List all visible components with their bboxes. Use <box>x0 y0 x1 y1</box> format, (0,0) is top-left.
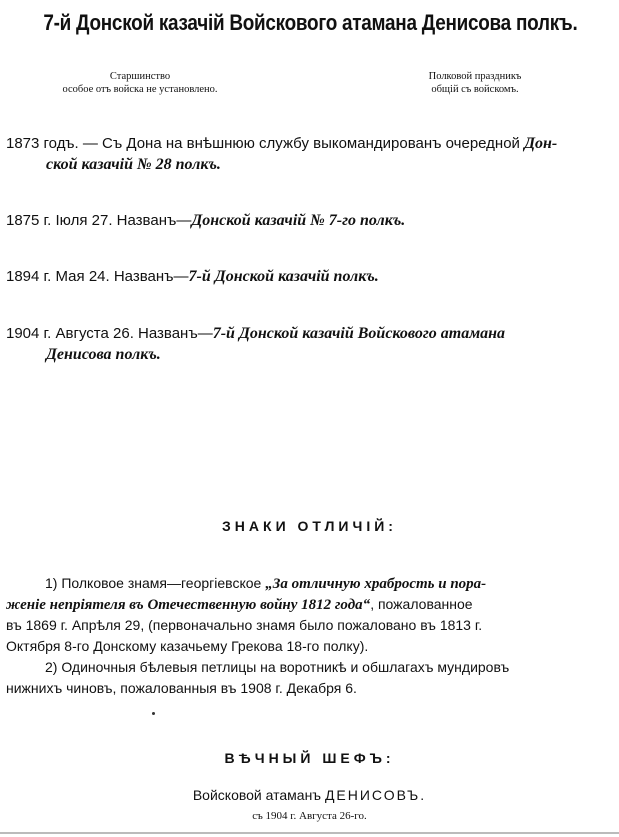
chief-heading: ВѢЧНЫЙ ШЕФЪ: <box>224 750 395 766</box>
entry-year: 1875 <box>6 212 40 229</box>
entry-year: 1894 <box>6 268 40 285</box>
distinction-item-1-line3: въ 1869 г. Апрѣля 29, (первоначально знамя было пожаловано въ 1813 г. <box>6 617 483 633</box>
chief-name: ДЕНИСОВЪ. <box>324 787 427 803</box>
history-entry-1873-cont <box>46 154 221 175</box>
entry-unit-name: 7-й Донской казачій полкъ. <box>188 268 379 285</box>
chief-name-line <box>0 787 619 803</box>
chief-since: съ 1904 г. Августа 26-го. <box>252 810 367 822</box>
entry-text: г. Мая 24. Названъ— <box>39 268 189 285</box>
entry-text: г. Августа 26. Названъ— <box>39 325 213 342</box>
history-entry-1894 <box>6 266 379 287</box>
entry-unit-name: Дон- <box>524 135 558 152</box>
entry-text: годъ. — Съ Дона на внѣшнюю службу выкомандированъ очередной <box>39 135 525 152</box>
history-entry-1875 <box>6 210 405 231</box>
holiday-value: общій съ войскомъ. <box>431 84 519 95</box>
distinction-item-1 <box>45 573 486 595</box>
entry-text: г. Іюля 27. Названъ— <box>39 212 192 229</box>
banner-inscription: женіе непріятеля въ Отечественную войну 1812 года“ <box>6 597 371 613</box>
distinction-item-1-line2 <box>6 594 473 616</box>
seniority-value: особое отъ войска не установлено. <box>62 84 218 95</box>
history-entry-1873 <box>6 133 557 154</box>
distinction-text: 1) Полковое знамя—георгіевское <box>45 575 266 591</box>
distinction-item-2-line2: нижнихъ чиновъ, пожалованныя въ 1908 г. Декабря 6. <box>6 680 357 696</box>
entry-year: 1904 <box>6 325 40 342</box>
entry-year: 1873 <box>6 135 40 152</box>
seniority-note <box>40 70 240 96</box>
entry-unit-name: ской казачій № 28 полкъ. <box>46 156 221 173</box>
holiday-label: Полковой праздникъ <box>428 71 522 82</box>
chief-title: Войсковой атаманъ <box>192 787 325 803</box>
distinction-text: , пожалованное <box>370 596 473 612</box>
holiday-note <box>385 70 565 96</box>
history-entry-1904 <box>6 323 505 344</box>
entry-unit-name: Донской казачій № 7-го полкъ. <box>191 212 406 229</box>
history-entry-1904-cont <box>46 344 161 365</box>
distinctions-heading: ЗНАКИ ОТЛИЧІЙ: <box>222 518 397 534</box>
distinction-item-2: 2) Одиночныя бѣлевыя петлицы на воротникѣ и обшлагахъ мундировъ <box>45 659 510 675</box>
seniority-label: Старшинство <box>109 71 171 82</box>
entry-unit-name: Денисова полкъ. <box>46 346 161 363</box>
banner-inscription: „За отличную храбрость и пора- <box>265 576 487 592</box>
distinction-item-1-line4: Октября 8-го Донскому казачьему Грекова 18-го полку). <box>6 638 369 654</box>
page-edge-line <box>0 832 619 834</box>
entry-unit-name: 7-й Донской казачій Войскового атамана <box>212 325 506 342</box>
page-title: 7-й Донской казачій Войскового атамана Денисова полкъ. <box>43 10 578 35</box>
ink-speck <box>152 712 155 715</box>
